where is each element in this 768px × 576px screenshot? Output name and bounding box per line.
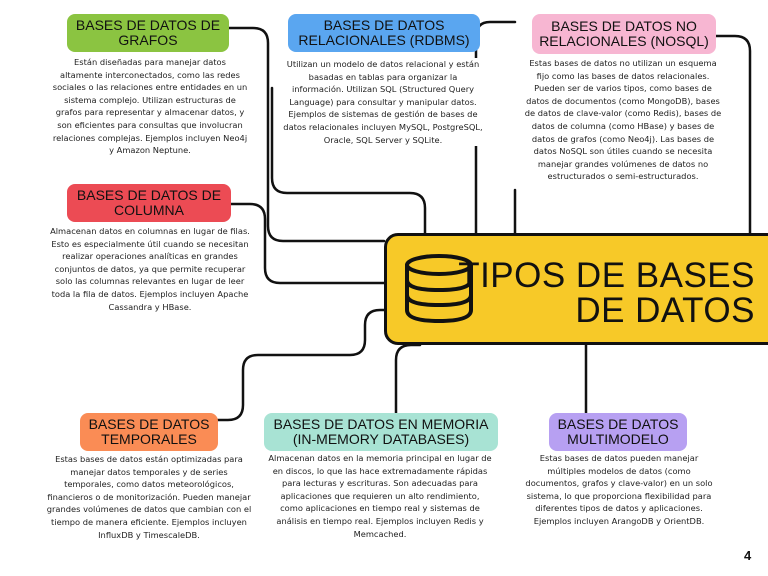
connector-memoria bbox=[396, 345, 420, 413]
description-multimodelo: Estas bases de datos pueden manejar múltiples modelos de datos (como documentos, grafos y clave-valor) en un solo sistema, lo que proporciona flexibilidad para diferentes tipos de datos y aplicaciones. Ejemplos incluyen ArangoDB y OrientDB. bbox=[522, 452, 716, 528]
description-memoria: Almacenan datos en la memoria principal en lugar de en discos, lo que las hace extremadamente rápidas para lecturas y escrituras. Son adecuadas para aplicaciones que requieren un alto rendimiento, como aplicaciones en tiempo real y sistemas de análisis en tiempo real. Ejemplos incluyen Redis y Memcached. bbox=[268, 453, 492, 539]
main-title: TIPOS DE BASES DE DATOS bbox=[458, 256, 755, 330]
tag-relacionales: BASES DE DATOS RELACIONALES (RDBMS) bbox=[288, 14, 480, 52]
description-relacionales: Utilizan un modelo de datos relacional y están basadas en tablas para organizar la información. Utilizan SQL (Structured Query Language) para consultar y manipular datos. Ejemplos de sistemas de gestión de bases de datos relacionales incluyen MySQL, PostgreSQL, Oracle, SQL Server y SQLite. bbox=[283, 59, 483, 145]
description-temporales: Estas bases de datos están optimizadas para manejar datos temporales y de series temporales, como datos meteorológicos, financieros o de monitorización. Pueden manejar grandes volúmenes de datos que cambian con el tiempo de manera eficiente. Ejemplos incluyen InfluxDB y TimescaleDB. bbox=[46, 454, 252, 540]
description-grafos: Están diseñadas para manejar datos altamente interconectados, como las redes sociales o las relaciones entre entidades en un sistema complejo. Utilizan estructuras de grafos para representar y almacenar datos, y son eficientes para consultas que involucran relaciones complejas. Ejemplos incluyen Neo4j y Amazon Neptune. bbox=[52, 57, 248, 156]
description-no-relacionales: Estas bases de datos no utilizan un esquema fijo como las bases de datos relacionales. Pueden ser de varios tipos, como bases de datos de documentos (como MongoDB), bases de datos de clave-valor (como Redis), bases de datos de columna (como HBase) y bases de datos de grafos (como Neo4j). Las bases de datos NoSQL son útiles cuando se necesita manejar grandes volúmenes de datos no estructurados o semi-estructurados. bbox=[524, 58, 722, 182]
tag-temporales: BASES DE DATOS TEMPORALES bbox=[80, 413, 218, 451]
tag-multimodelo: BASES DE DATOS MULTIMODELO bbox=[549, 413, 687, 451]
connector-columna bbox=[231, 204, 384, 283]
main-title-box bbox=[384, 233, 768, 345]
description-columna: Almacenan datos en columnas en lugar de filas. Esto es especialmente útil cuando se necesitan realizar operaciones analíticas en grandes conjuntos de datos, ya que permite recuperar solo las columnas relevantes en lugar de leer toda la fila de datos. Ejemplos incluyen Apache Cassandra y HBase. bbox=[50, 226, 250, 312]
tag-no-relacionales: BASES DE DATOS NO RELACIONALES (NOSQL) bbox=[532, 14, 716, 54]
tag-memoria: BASES DE DATOS EN MEMORIA (IN-MEMORY DATABASES) bbox=[264, 413, 498, 451]
page-number: 4 bbox=[744, 548, 752, 563]
tag-columna: BASES DE DATOS DE COLUMNA bbox=[67, 184, 231, 222]
connector-temporales bbox=[218, 310, 384, 420]
tag-grafos: BASES DE DATOS DE GRAFOS bbox=[67, 14, 229, 52]
